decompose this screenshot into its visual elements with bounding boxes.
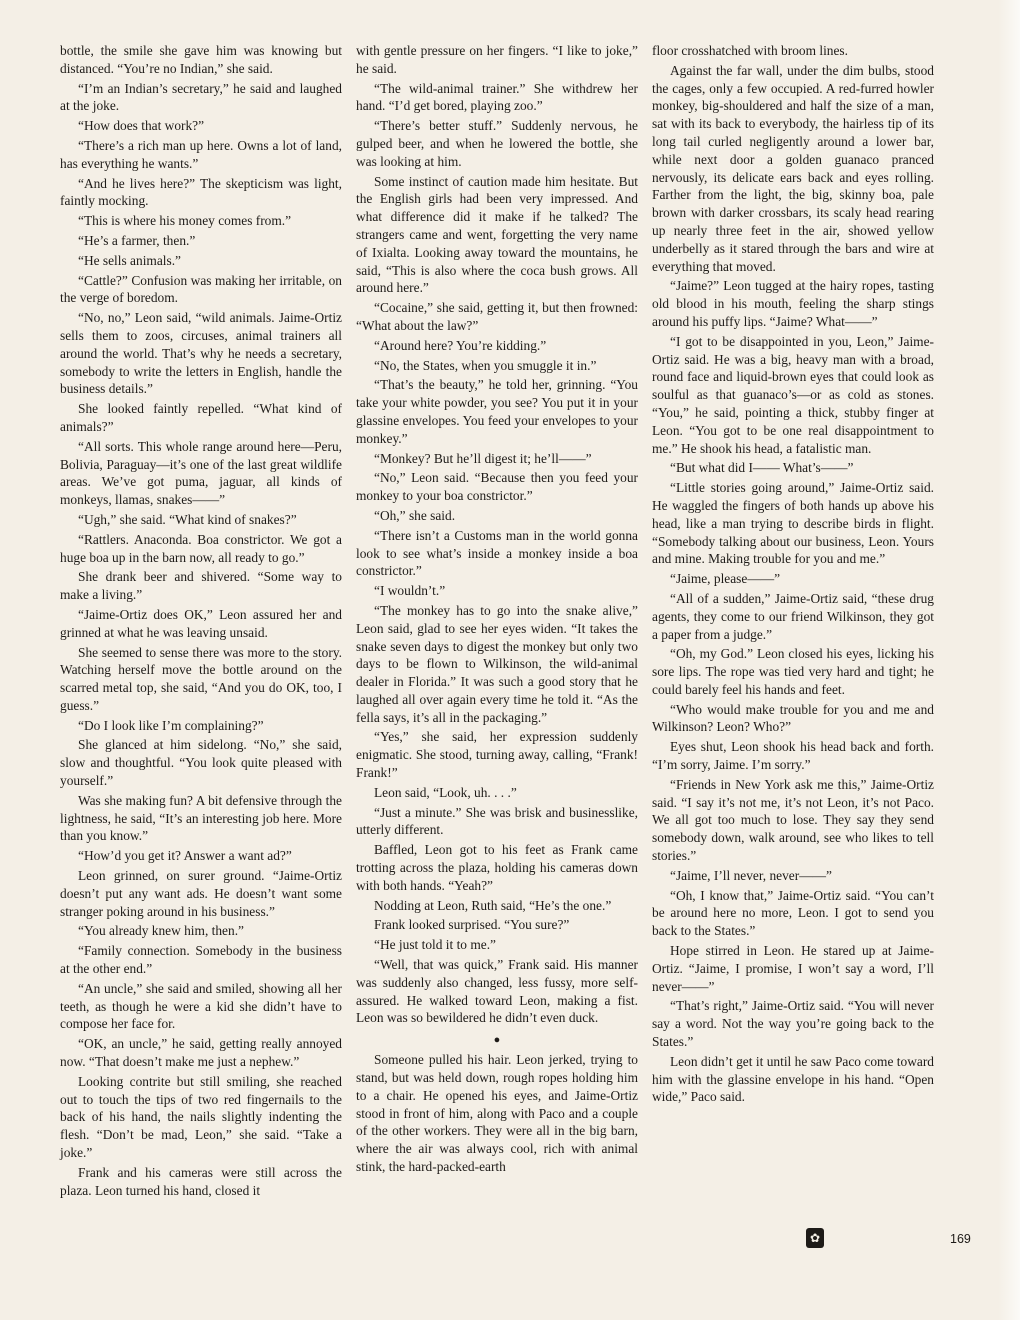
paragraph: “There isn’t a Customs man in the world gonna look to see what’s inside a monkey inside a boa constrictor.”: [356, 527, 638, 579]
paragraph: “The wild-animal trainer.” She withdrew her hand. “I’d get bored, playing zoo.”: [356, 80, 638, 114]
paragraph: “There’s a rich man up here. Owns a lot of land, has everything he wants.”: [60, 137, 342, 171]
page-number: 169: [950, 1232, 971, 1246]
paragraph: “You already knew him, then.”: [78, 923, 244, 939]
paragraph: Nodding at Leon, Ruth said, “He’s the one.”: [374, 897, 612, 913]
paragraph: Baffled, Leon got to his feet as Frank came trotting across the plaza, holding his cameras down with both hands. “Yeah?”: [356, 842, 638, 893]
paragraph: “All of a sudden,” Jaime-Ortiz said, “these drug agents, they come to our friend Wilkinson, they got a paper from a judge.”: [652, 590, 934, 642]
paragraph: “No, the States, when you smuggle it in.”: [374, 357, 597, 373]
paragraph: “The monkey has to go into the snake alive,” Leon said, glad to see her eyes widen. “It takes the snake seven days to digest the monkey but only two days to be flown to Wilkinson, the wild-animal dealer in Florida.” It was such a good story that he laughed all over again every time he told it. “As the fella says, it’s all in the packaging.”: [356, 602, 638, 725]
paragraph: “Just a minute.” She was brisk and businesslike, utterly different.: [356, 804, 638, 838]
text-column-1: [60, 42, 342, 1201]
paragraph: “Monkey? But he’ll digest it; he’ll——”: [374, 450, 592, 466]
paragraph: “I got to be disappointed in you, Leon,” Jaime-Ortiz said. He was a big, heavy man with a broad, round face and liquid-brown eyes that could look as soulful as that guanaco’s—or as cold as stones. “You,” he said, pointing a thick, stubby finger at Leon. “You got to be one real disappointment to me.” He shook his head, a fatalistic man.: [652, 333, 934, 456]
paragraph: “Oh, my God.” Leon closed his eyes, licking his sore lips. The rope was tied very hard and tight; he could barely feel his hands and feet.: [652, 646, 934, 697]
paragraph: “How does that work?”: [78, 118, 205, 134]
text-column-3: [652, 42, 934, 1108]
paragraph: “All sorts. This whole range around here—Peru, Bolivia, Paraguay—it’s one of the last great wildlife areas. We’ve got puma, jaguar, all kinds of monkeys, llamas, snakes——”: [60, 438, 342, 508]
paragraph: “An uncle,” she said and smiled, showing all her teeth, as though he were a kid she didn’t have to compose her face for.: [60, 980, 342, 1032]
paragraph: “Who would make trouble for you and me and Wilkinson? Leon? Who?”: [652, 701, 934, 735]
paragraph: “He sells animals.”: [78, 252, 181, 268]
paragraph: “He just told it to me.”: [374, 937, 496, 953]
paragraph: “Jaime, please——”: [670, 571, 781, 587]
paragraph: “He’s a farmer, then.”: [78, 232, 196, 248]
paragraph: “Cocaine,” she said, getting it, but then frowned: “What about the law?”: [356, 300, 638, 333]
paragraph: Leon didn’t get it until he saw Paco come toward him with the glassine envelope in his hand. “Open wide,” Paco said.: [652, 1053, 934, 1105]
paragraph: Someone pulled his hair. Leon jerked, trying to stand, but was held down, rough ropes holding him to a chair. He opened his eyes, and Jaime-Ortiz stood in front of him, along with Paco and a couple of the other workers. They were all in the big barn, where the air was always cool, rich with animal stink, the hard-packed-earth: [356, 1052, 638, 1175]
paragraph: She looked faintly repelled. “What kind of animals?”: [60, 401, 342, 434]
text-column-2: [356, 42, 638, 1178]
paragraph: “There’s better stuff.” Suddenly nervous, he gulped beer, and when he lowered the bottle, she was looking at him.: [356, 118, 638, 169]
paragraph: Frank and his cameras were still across the plaza. Leon turned his hand, closed it: [60, 1164, 342, 1198]
paragraph: “But what did I—— What’s——”: [670, 460, 854, 476]
paragraph: “Oh,” she said.: [374, 507, 456, 523]
paragraph: “Yes,” she said, her expression suddenly enigmatic. She stood, turning away, calling, “Frank! Frank!”: [356, 729, 638, 781]
paragraph: Against the far wall, under the dim bulbs, stood the cages, only a few occupied. A red-furred howler monkey, big-shouldered and half the size of a man, sat with its back to everybody, the hairless tip of its long tail curled negligently around a lower bar, while next door a golden guanaco pranced nervously, its delicate ears back and eyes rolling. Farther from the light, the big, skinny boa, pale brown with darker crossbars, its scaly head rearing up nearly three feet in the air, showed yellow underbelly as it stared through the bars and wire at everything that moved.: [652, 62, 934, 274]
paragraph: “I’m an Indian’s secretary,” he said and laughed at the joke.: [60, 80, 342, 114]
paragraph: “Ugh,” she said. “What kind of snakes?”: [78, 511, 297, 527]
paragraph: Looking contrite but still smiling, she reached out to touch the tips of two red fingernails to the back of his hand, the nails slightly indenting the flesh. “Don’t be mad, Leon,” she said. “Take a joke.”: [60, 1073, 342, 1161]
section-break-bullet: ●: [493, 1034, 501, 1047]
paragraph: Some instinct of caution made him hesitate. But the English girls had been very impressed. And what difference did it make if he talked? The strangers came and went, forgetting the very name of Ixialta. Looking away toward the mountains, he said, “This is also where the coca bush grows. All around here.”: [356, 173, 638, 296]
paragraph: “Well, that was quick,” Frank said. His manner was suddenly also changed, less fussy, more self-assured. He walked toward Leon, making a fist. Leon was so bewildered he didn’t even duck.: [356, 957, 638, 1026]
paragraph: bottle, the smile she gave him was knowing but distanced. “You’re no Indian,” she said.: [60, 43, 342, 76]
page-edge: [998, 0, 1020, 1320]
paragraph: “Around here? You’re kidding.”: [374, 337, 547, 353]
paragraph: She drank beer and shivered. “Some way to make a living.”: [60, 569, 342, 603]
paragraph: Eyes shut, Leon shook his head back and forth. “I’m sorry, Jaime. I’m sorry.”: [652, 739, 934, 773]
paragraph: “Little stories going around,” Jaime-Ortiz said. He waggled the fingers of both hands up above his head, like a man trying to describe birds in flight. “Somebody talking about our business, Leon. Yours and mine. Making trouble for you and me.”: [652, 480, 934, 567]
paragraph: She glanced at him sidelong. “No,” she said, slow and thoughtful. “You look quite pleased with yourself.”: [60, 737, 342, 789]
paragraph: “Do I look like I’m complaining?”: [78, 717, 264, 733]
paragraph: Leon grinned, on surer ground. “Jaime-Ortiz doesn’t put any want ads. He doesn’t want some stranger poking around in his business.”: [60, 868, 342, 919]
paragraph: “Friends in New York ask me this,” Jaime-Ortiz said. “I say it’s not me, it’s not Leon, it’s not Paco. We all got too much to lose. They say they send somebody down, walk around, see who likes to tell stories.”: [652, 776, 934, 864]
paragraph: Was she making fun? A bit defensive through the lightness, he said, “It’s an interesting job here. More than you know.”: [60, 792, 342, 844]
paragraph: Hope stirred in Leon. He stared up at Jaime-Ortiz. “Jaime, I promise, I won’t say a word, I’ll never——”: [652, 943, 934, 994]
paragraph: “No, no,” Leon said, “wild animals. Jaime-Ortiz sells them to zoos, circuses, animal trainers all around the world. That’s why he needs a secretary, somebody to write the letters in English, handle the business details.”: [60, 310, 342, 397]
paragraph: Leon said, “Look, uh. . . .”: [374, 784, 517, 800]
paragraph: “That’s right,” Jaime-Ortiz said. “You will never say a word. Not the way you’re going back to the States.”: [652, 998, 934, 1050]
paragraph: “I wouldn’t.”: [374, 583, 446, 599]
paragraph: “No,” Leon said. “Because then you feed your monkey to your boa constrictor.”: [356, 470, 638, 504]
paragraph: “Jaime?” Leon tugged at the hairy ropes, tasting old blood in his mouth, feeling the sharp stings around his puffy lips. “Jaime? What——”: [652, 278, 934, 329]
paragraph: “This is where his money comes from.”: [78, 213, 292, 229]
paragraph: Frank looked surprised. “You sure?”: [374, 917, 570, 933]
paragraph: “Rattlers. Anaconda. Boa constrictor. We got a huge boa up in the barn now, all ready to go.”: [60, 531, 342, 565]
paragraph: “Family connection. Somebody in the business at the other end.”: [60, 943, 342, 977]
paragraph: “Jaime, I’ll never, never——”: [670, 867, 832, 883]
paragraph: “Cattle?” Confusion was making her irritable, on the verge of boredom.: [60, 272, 342, 306]
paragraph: “And he lives here?” The skepticism was light, faintly mocking.: [60, 175, 342, 209]
paragraph: “Oh, I know that,” Jaime-Ortiz said. “You can’t be around here no more, Leon. I got to send you back to the States.”: [652, 887, 934, 939]
paragraph: “OK, an uncle,” he said, getting really annoyed now. “That doesn’t make me just a nephew.”: [60, 1036, 342, 1070]
paragraph: with gentle pressure on her fingers. “I like to joke,” he said.: [356, 43, 638, 76]
paragraph: “Jaime-Ortiz does OK,” Leon assured her and grinned at what he was leaving unsaid.: [60, 606, 342, 640]
paragraph: She seemed to sense there was more to the story. Watching herself move the bottle around on the scarred metal top, she said, “And you do OK, too, I guess.”: [60, 644, 342, 713]
paragraph: “How’d you get it? Answer a want ad?”: [78, 848, 292, 864]
paragraph: “That’s the beauty,” he told her, grinning. “You take your white powder, you see? You put it in your glassine envelopes. You feed your envelopes to your monkey.”: [356, 377, 638, 446]
paragraph: floor crosshatched with broom lines.: [652, 43, 848, 58]
rabbit-head-icon: ✿: [806, 1228, 824, 1248]
